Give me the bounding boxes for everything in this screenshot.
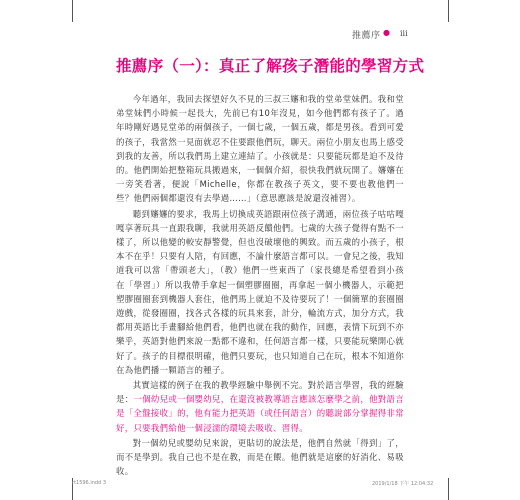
body-text (116, 92, 404, 479)
paragraph: 對一個幼兒或嬰幼兒來說，更貼切的說法是，他們自然就「得到」了，而不是學到。我自己也不是在教，而是在餵。他們就是這麼的好消化、易吸收。 (116, 437, 404, 477)
paragraph: 今年過年，我回去探望好久不見的三叔三嬸和我的堂弟堂妹們。我和堂弟堂妹們小時候一起長大，先前已有10年沒見，如今他們都有孩子了。過年時剛好遇見堂弟的兩個孩子，一個七歲，一個五歲，都是男孩。看到可愛的孩子，我當然一見面就忍不住要跟他們玩，聊天。兩位小朋友也馬上感受到我的友善，所以我們馬上建立連結了。小孩就是：只要能玩都是迫不及待的。他們開始把整箱玩具搬過來，一個個介紹，很快我們就玩開了。嬸嬸在一旁笑看著，便說「Michelle，你都在教孩子英文，要不要也教他們一些？他們兩個都還沒有去學過……」（意思應該是說還沒補習）。 (116, 94, 404, 204)
crop-mark (448, 478, 449, 500)
running-header-label: 推薦序 (352, 31, 381, 41)
print-filename: rt1596.indd 3 (72, 480, 107, 486)
crop-mark (448, 0, 449, 22)
chapter-title: 推薦序（一）：真正了解孩子潛能的學習方式 (116, 57, 425, 75)
header-bullet-icon: ● (383, 28, 390, 37)
paragraph-lead: 其實這樣的例子在我的教學經驗中舉例不完。對於語言學習，我的經驗是： (116, 380, 404, 405)
print-timestamp: 2019/1/18 下午 12:04:32 (372, 481, 434, 487)
page-number: iii (400, 29, 408, 38)
crop-mark (72, 0, 73, 22)
paragraph (116, 207, 404, 377)
paragraph-lead: 聽到嬸嬸的要求，我馬上切換成英語跟兩位孩子溝通，兩位孩子咕咕嘎嘎享著玩具一直跟我聊，我就用英語反饋他們。七歲的大孩子覺得有點不一樣了，所以他變的較安靜警覺，但也沒破壞他的興致。而五歲的小孩子，根本不在乎！只要有人陪，有回應，不論什麼語言都可以。一會兒之後，我知道我可以當「帶頭老大」，（教）他們一些東西了（家長總是希望看到小孩在「學習」）所以我帶手拿起一個塑膠圈圈，再拿起一個小機器人，示範把塑膠圈圈套到機器人套住，他們馬上就迫不及待要玩了！一個簡單的套圈圈遊戲，從發圈圈，找各式各樣的玩具來套，計分，輪流方式，加分方式，我都用英語比手畫腳給他們看，他們也就在我的動作，回應，表情下玩到不亦樂乎，英語對他們來說一點都不違和，任何語言都一樣，只要能玩樂開心就好了。孩子的目標很明確，他們只要玩，也只知道自己在玩，根本不知道你在為他們播一顆語言的種子。 (116, 208, 404, 375)
highlighted-text: 一個幼兒或一個嬰幼兒，在還沒被教導語言應該怎麼學之前，他對語言是「全盤接收」的，他有能力把英語（或任何語言）的聽說部分掌握得非常好，只要我們給他一個浸濡的環境去吸收、習得。 (116, 394, 404, 433)
paragraph (116, 378, 404, 435)
